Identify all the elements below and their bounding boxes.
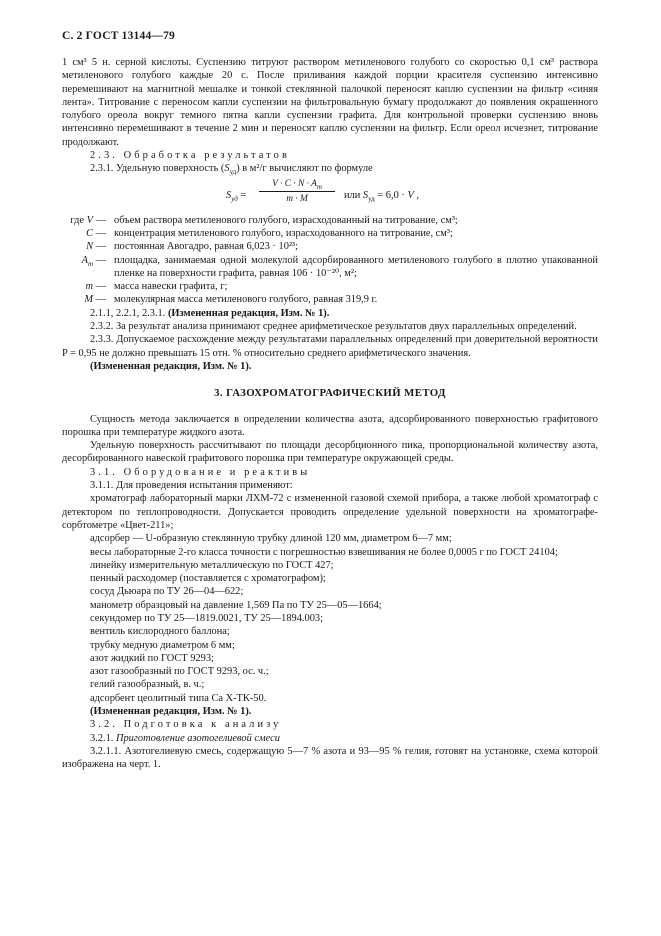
definition-item: где V — объем раствора метиленового голубого, израсходованный на титрование, см³; bbox=[70, 214, 458, 226]
equipment-item: адсорбент цеолитный типа Са Х-ТК-50. bbox=[90, 692, 267, 704]
paragraph-2-3-1: 2.3.1. Удельную поверхность $(S_{уд})$ в м²/г вычисляют по формуле bbox=[90, 163, 373, 177]
equipment-item: весы лабораторные 2-го класса точности с погрешностью взвешивания не более 0,0005 г по ГОСТ 24104; bbox=[90, 546, 558, 558]
heading-3-1: 3.1. Оборудование и реактивы bbox=[90, 466, 311, 478]
formula-denominator: m · M bbox=[286, 193, 308, 204]
equipment-item: адсорбер — U-образную стеклянную трубку длиной 120 мм, диаметром 6—7 мм; bbox=[90, 533, 452, 545]
equipment-item: гелий газообразный, в. ч.; bbox=[90, 679, 205, 691]
heading-2-3: 2.3. Обработка результатов bbox=[90, 150, 290, 162]
paragraph-titration: 1 см³ 5 н. серной кислоты. Суспензию титруют раствором метиленового голубого со скоростью 0,1 см³ раствора метиленового голубого каждые 20 с. После приливания каждой порции красителя суспензию интенсивно перемешивают на магнитной мешалке и тонкой стеклянной палочкой переносят каплю суспензии на фильтр «синяя лента». Титрование с переносом капли суспензии на фильтровальную бумагу продолжают до появления окрашенного голубого ореола вокруг темного пятна капли суспензии графита. Для контрольной проверки суспензию вновь интенсивно перемешивают в течение 2 мин и переносят каплю суспензии на фильтр. Если ореол исчезнет, титрование продолжают. bbox=[62, 57, 598, 148]
revision-note: (Измененная редакция, Изм. № 1). bbox=[90, 706, 252, 718]
revision-note: (Измененная редакция, Изм. № 1). bbox=[90, 360, 252, 372]
equipment-item: азот газообразный по ГОСТ 9293, ос. ч.; bbox=[90, 666, 269, 678]
revision-note: 2.1.1, 2.2.1, 2.3.1. (Измененная редакция, Изм. № 1). bbox=[90, 307, 330, 319]
equipment-item: пенный расходомер (поставляется с хроматографом); bbox=[90, 573, 326, 585]
equipment-item: хроматограф лабораторный марки ЛХМ-72 с измененной газовой схемой прибора, а также любой хроматограф с детектором по теплопроводности. Допускается проводить определение удельной поверхности на хроматографе-сорбтометре «Цвет-211»; bbox=[62, 493, 598, 531]
document-body bbox=[62, 56, 598, 772]
formula-numerator: $V \cdot C \cdot N \cdot A_m$ bbox=[272, 178, 322, 191]
equipment-item: трубку медную диаметром 6 мм; bbox=[90, 639, 235, 651]
equipment-item: секундомер по ТУ 25—1819.0021, ТУ 25—1894.003; bbox=[90, 612, 323, 624]
heading-3-2-1: 3.2.1. Приготовление азотогелиевой смеси bbox=[90, 732, 280, 744]
equipment-item: манометр образцовый на давление 1,569 Па по ТУ 25—05—1664; bbox=[90, 599, 382, 611]
paragraph-3-1-1: 3.1.1. Для проведения испытания применяют: bbox=[90, 480, 293, 492]
equipment-item: линейку измерительную металлическую по ГОСТ 427; bbox=[90, 559, 334, 571]
definition-item: $A_m$ — площадка, занимаемая одной молекулой адсорбированного метиленового голубого в плотно упакованной пленке на поверхности графита, равная 106 · 10⁻²⁰, м²; bbox=[81, 254, 598, 279]
definition-item: M — молекулярная масса метиленового голубого, равная 319,9 г. bbox=[84, 294, 378, 306]
fraction-bar bbox=[259, 191, 335, 192]
equipment-item: сосуд Дьюара по ТУ 26—04—622; bbox=[90, 586, 244, 598]
definition-item: C — концентрация метиленового голубого, израсходованного на титрование, см³; bbox=[86, 227, 453, 239]
formula-fraction bbox=[259, 178, 335, 205]
formula-rhs: или $S_{уд} = 6,0 \cdot V$ , bbox=[344, 189, 419, 203]
heading-3-2: 3.2. Подготовка к анализу bbox=[90, 719, 282, 731]
formula-lhs: $S_{уд}$ = bbox=[226, 189, 247, 203]
page-header: С. 2 ГОСТ 13144—79 bbox=[62, 30, 175, 42]
definition-item: m — масса навески графита, г; bbox=[85, 281, 228, 293]
paragraph-2-3-3: 2.3.3. Допускаемое расхождение между результатами параллельных определений при доверительной вероятности P = 0,95 не должно превышать 15 отн. % относительно среднего арифметического значения. bbox=[62, 334, 598, 359]
paragraph-surface-calc: Удельную поверхность рассчитывают по площади десорбционного пика, пропорциональной количеству азота, десорбированного навеской графитового порошка при температуре окружающей среды. bbox=[62, 440, 598, 465]
definition-item: N — постоянная Авогадро, равная 6,023 · 10²³; bbox=[86, 241, 299, 253]
paragraph-method-essence: Сущность метода заключается в определении количества азота, адсорбированного поверхностью графитового порошка при температуре жидкого азота. bbox=[62, 413, 598, 438]
definitions-list bbox=[62, 214, 598, 307]
formula-specific-surface bbox=[62, 178, 598, 212]
equipment-item: азот жидкий по ГОСТ 9293; bbox=[90, 652, 214, 664]
equipment-item: вентиль кислородного баллона; bbox=[90, 626, 230, 638]
paragraph-2-3-2: 2.3.2. За результат анализа принимают среднее арифметическое результатов двух параллельных определений. bbox=[90, 321, 577, 333]
paragraph-3-2-1-1: 3.2.1.1. Азотогелиевую смесь, содержащую 5—7 % азота и 93—95 % гелия, готовят на установке, схема которой изображена на черт. 1. bbox=[62, 745, 598, 771]
section-3-title: 3. ГАЗОХРОМАТОГРАФИЧЕСКИЙ МЕТОД bbox=[214, 387, 446, 400]
